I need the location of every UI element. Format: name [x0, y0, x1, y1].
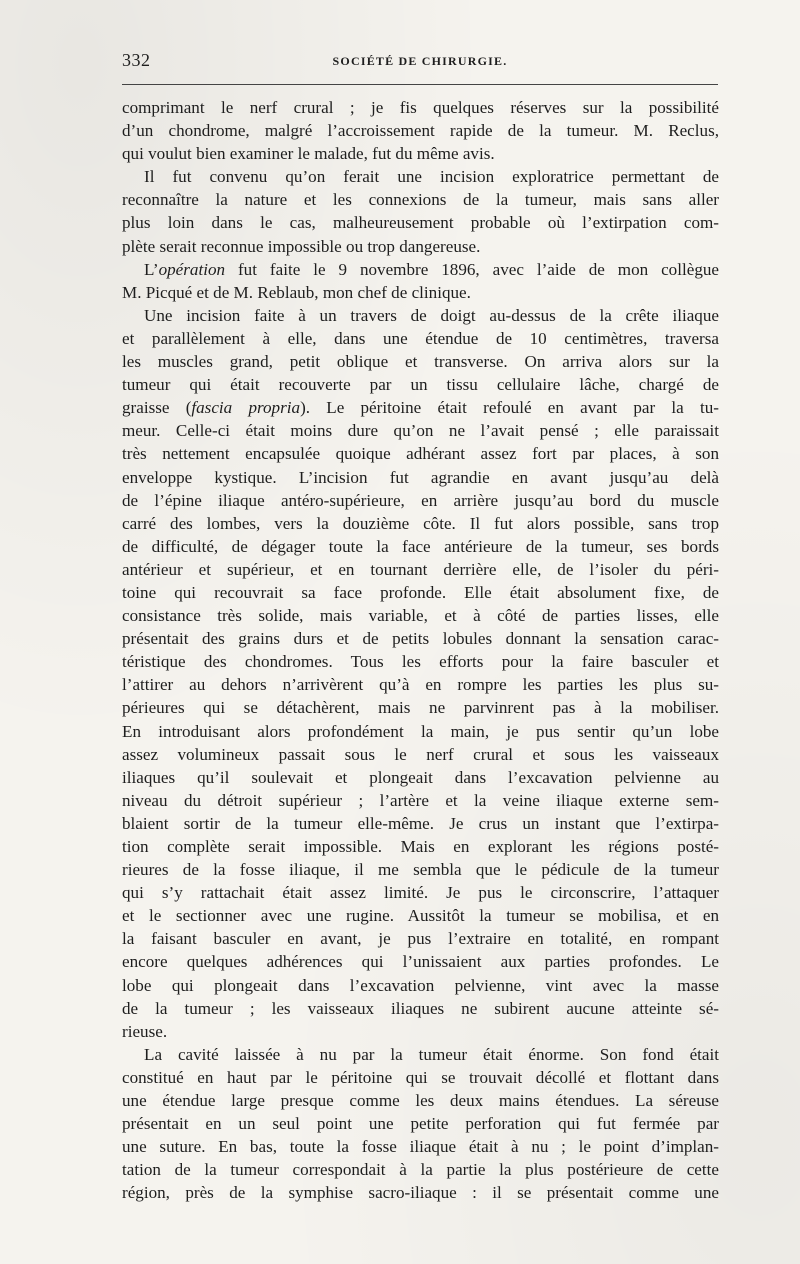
- text-line: qui s’y rattachait était assez limité. Je pus le circonscrire, l’attaquer: [122, 883, 719, 903]
- text-line: la faisant basculer en avant, je pus l’extraire en totalité, en rompant: [122, 929, 719, 949]
- text-line: iliaques qu’il soulevait et plongeait dans l’excavation pelvienne au: [122, 767, 719, 787]
- text-segment: graisse (: [122, 398, 192, 418]
- text-line: une suture. En bas, toute la fosse iliaque était à nu ; le point d’implan-: [122, 1137, 719, 1157]
- text-line: tumeur qui était recouverte par un tissu cellulaire lâche, chargé de: [122, 375, 719, 395]
- text-line: enveloppe kystique. L’incision fut agrandie en avant jusqu’au delà: [122, 467, 719, 487]
- text-line: En introduisant alors profondément la main, je pus sentir qu’un lobe: [122, 721, 719, 741]
- text-line: lobe qui plongeait dans l’excavation pelvienne, vint avec la masse: [122, 975, 719, 995]
- text-line: assez volumineux passait sous le nerf crural et sous les vaisseaux: [122, 744, 719, 764]
- text-line: La cavité laissée à nu par la tumeur était énorme. Son fond était: [144, 1044, 719, 1064]
- italic-term: opération: [158, 259, 226, 279]
- text-line: périeures qui se détachèrent, mais ne parvinrent pas à la mobiliser.: [122, 698, 719, 718]
- text-line: d’un chondrome, malgré l’accroissement rapide de la tumeur. M. Reclus,: [122, 121, 719, 141]
- text-line: très nettement encapsulée quoique adhérant assez fort par places, à son: [122, 444, 719, 464]
- text-line: plète serait reconnue impossible ou trop dangereuse.: [122, 236, 481, 256]
- text-line: [122, 396, 719, 419]
- text-line: constitué en haut par le péritoine qui se trouvait décollé et flottant dans: [122, 1067, 719, 1087]
- page-header: [122, 50, 718, 74]
- text-line: encore quelques adhérences qui l’unissaient aux parties profondes. Le: [122, 952, 719, 972]
- text-line: rieuse.: [122, 1021, 168, 1041]
- page-number: 332: [122, 50, 151, 70]
- text-line: toine qui recouvrait sa face profonde. Elle était absolument fixe, de: [122, 582, 719, 602]
- text-line: présentait des grains durs et de petits lobules donnant la sensation carac-: [122, 629, 719, 649]
- text-line: blaient sortir de la tumeur elle-même. Je crus un instant que l’extirpa-: [122, 813, 719, 833]
- text-line: de difficulté, de dégager toute la face antérieure de la tumeur, ses bords: [122, 536, 719, 556]
- text-line: comprimant le nerf crural ; je fis quelques réserves sur la possibilité: [122, 98, 719, 117]
- text-line: Une incision faite à un travers de doigt au-dessus de la crête iliaque: [144, 305, 719, 325]
- italic-term: fascia propria: [191, 398, 301, 418]
- text-line: tation de la tumeur correspondait à la partie la plus postérieure de cette: [122, 1160, 719, 1180]
- text-line: niveau du détroit supérieur ; l’artère et la veine iliaque externe sem-: [122, 790, 719, 810]
- text-line: et parallèlement à elle, dans une étendue de 10 centimètres, traversa: [122, 328, 719, 348]
- text-line: carré des lombes, vers la douzième côte. Il fut alors possible, sans trop: [122, 513, 719, 533]
- text-line: qui voulut bien examiner le malade, fut du même avis.: [122, 144, 495, 164]
- text-line: de l’épine iliaque antéro-supérieure, en arrière jusqu’au bord du muscle: [122, 490, 719, 510]
- text-line: antérieur et supérieur, et en tournant derrière elle, de l’isoler du péri-: [122, 559, 719, 579]
- text-line: les muscles grand, petit oblique et transverse. On arriva alors sur la: [122, 352, 719, 372]
- text-line: reconnaître la nature et les connexions de la tumeur, mais sans aller: [122, 190, 719, 210]
- text-line: tion complète serait impossible. Mais en explorant les régions posté-: [122, 837, 719, 856]
- body-text: [122, 96, 719, 1205]
- text-line: et le sectionner avec une rugine. Aussitôt la tumeur se mobilisa, et en: [122, 906, 719, 926]
- text-line: [122, 258, 719, 281]
- text-line: région, près de la symphise sacro-iliaque : il se présentait comme une: [122, 1183, 719, 1203]
- text-segment: fut faite le 9 novembre 1896, avec l’aide de mon collègue: [225, 259, 719, 279]
- running-title: SOCIÉTÉ DE CHIRURGIE.: [332, 54, 508, 68]
- text-line: meur. Celle-ci était moins dure qu’on ne l’avait pensé ; elle paraissait: [122, 421, 719, 441]
- text-line: rieures de la fosse iliaque, il me sembla que le pédicule de la tumeur: [122, 860, 719, 880]
- text-segment: ). Le péritoine était refoulé en avant par la tu-: [300, 398, 719, 418]
- text-line: plus loin dans le cas, malheureusement probable où l’extirpation com-: [122, 213, 719, 233]
- header-rule: [122, 84, 718, 85]
- text-line: consistance très solide, mais variable, et à côté de parties lisses, elle: [122, 606, 719, 626]
- text-line: une étendue large presque comme les deux mains étendues. La séreuse: [122, 1091, 719, 1111]
- text-line: de la tumeur ; les vaisseaux iliaques ne subirent aucune atteinte sé-: [122, 998, 719, 1018]
- text-line: présentait en un seul point une petite perforation qui fut fermée par: [122, 1114, 719, 1134]
- text-line: Il fut convenu qu’on ferait une incision exploratrice permettant de: [144, 167, 719, 187]
- text-segment: L’: [144, 259, 159, 279]
- text-line: téristique des chondromes. Tous les efforts pour la faire basculer et: [122, 652, 719, 672]
- text-line: M. Picqué et de M. Reblaub, mon chef de clinique.: [122, 282, 471, 302]
- text-line: l’attirer au dehors n’arrivèrent qu’à en rompre les parties les plus su-: [122, 675, 719, 695]
